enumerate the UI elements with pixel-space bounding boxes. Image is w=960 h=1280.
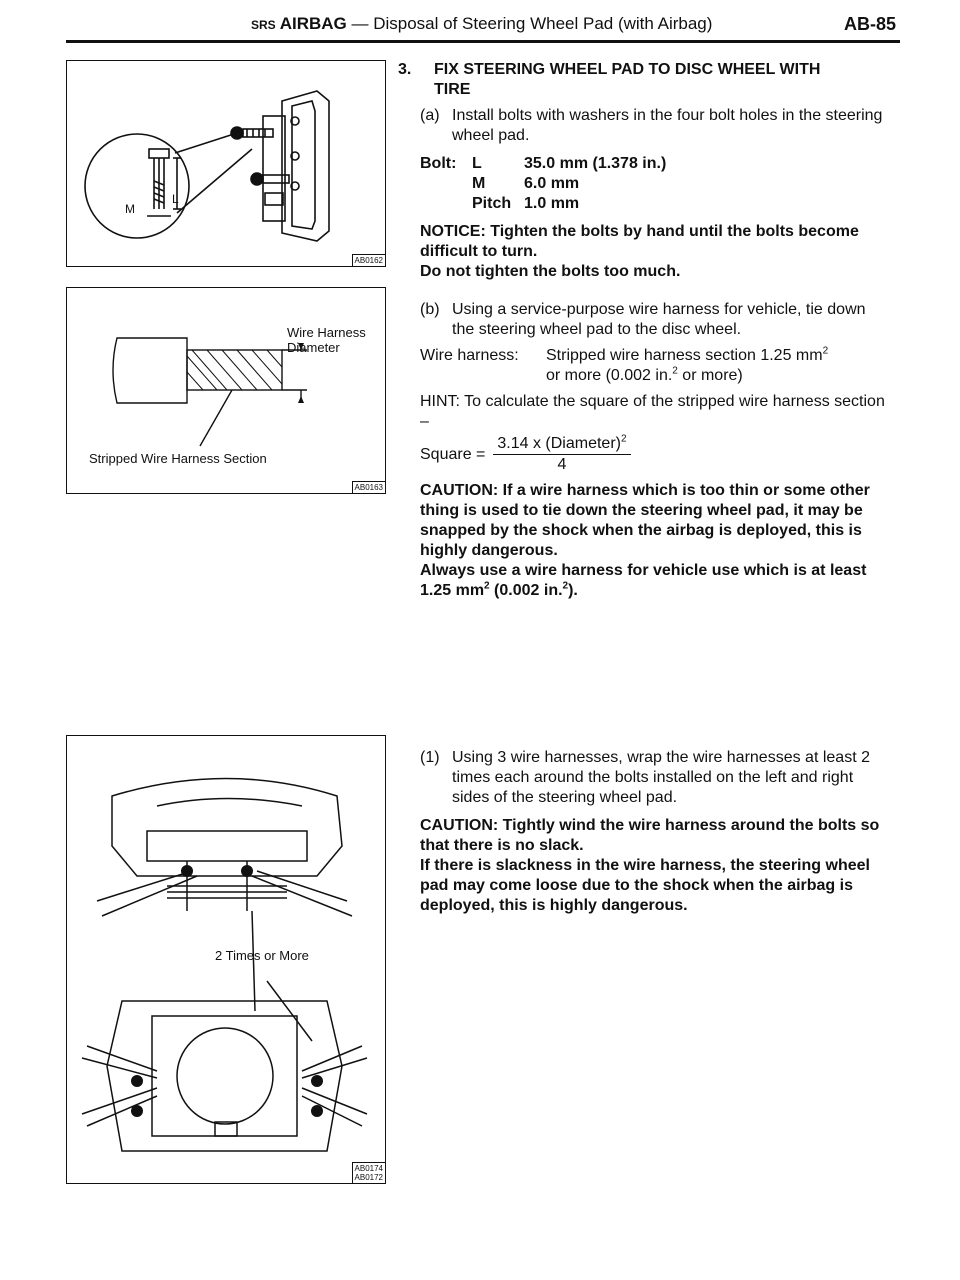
dimension-l-label: L [172, 192, 179, 206]
step-3-heading [398, 60, 892, 100]
figure-bolt-installation [66, 60, 386, 267]
notice-text-2: Do not tighten the bolts too much. [420, 263, 681, 280]
superscript: 2 [672, 365, 678, 377]
substep-b-marker: (b) [420, 301, 440, 318]
section-subtitle: — Disposal of Steering Wheel Pad (with Airbag) [351, 14, 713, 33]
formula-left: Square = [420, 445, 486, 463]
substep-a-text: Install bolts with washers in the four bolt holes in the steering wheel pad. [452, 107, 883, 144]
srs-tag: SRS [251, 18, 276, 32]
substep-1-marker: (1) [420, 749, 440, 766]
page-header [66, 14, 900, 43]
diameter-label: Diameter [287, 340, 340, 355]
formula-numerator: 3.14 x (Diameter) [497, 435, 621, 452]
caution-1-text-2c: ). [568, 582, 578, 599]
spec-key: L [472, 155, 482, 172]
spec-key: M [472, 175, 486, 192]
wire-label: Wire harness: [420, 347, 519, 364]
wire-harness-label: Wire Harness [287, 325, 366, 340]
hint-text: To calculate the square of the stripped wire harness section – [420, 393, 885, 430]
bolt-spec-row [472, 174, 666, 194]
figure-code [352, 1162, 385, 1183]
bolt-illustration [67, 61, 385, 266]
step-3-block [398, 60, 892, 282]
square-formula [420, 434, 892, 475]
caution-1-label: CAUTION: [420, 482, 499, 499]
wire-spec-line2b: or more) [677, 367, 743, 384]
figure-code-b: AB0172 [354, 1173, 383, 1182]
substep-a-marker: (a) [420, 107, 440, 124]
figure-wheel-tie-down [66, 735, 386, 1184]
substep-b-text: Using a service-purpose wire harness for vehicle, tie down the steering wheel pad to the disc wheel. [452, 301, 866, 338]
airbag-label: AIRBAG [279, 14, 347, 33]
notice-label: NOTICE: [420, 223, 486, 240]
bolt-spec [420, 154, 892, 214]
caution-2-label: CAUTION: [420, 817, 499, 834]
caution-1 [420, 481, 892, 601]
wrap-count-label: 2 Times or More [215, 948, 309, 963]
dimension-m-label: M [125, 202, 135, 216]
figure-code-a: AB0174 [354, 1164, 383, 1173]
substep-1-block [402, 748, 892, 916]
bolt-spec-row [472, 194, 666, 214]
hint-label: HINT: [420, 393, 460, 410]
notice-text: Tighten the bolts by hand until the bolts become difficult to turn. [420, 223, 859, 260]
wire-harness-spec [420, 346, 892, 386]
notice [420, 222, 892, 282]
wire-spec-line1: Stripped wire harness section 1.25 mm [546, 347, 823, 364]
caution-1-text: If a wire harness which is too thin or some other thing is used to tie down the steering wheel pad, it may be snapped by the shock when the airbag is deployed, this is highly dangerous. [420, 482, 870, 559]
section-title [251, 14, 712, 34]
figure-code: AB0162 [352, 254, 385, 266]
bolt-spec-row [472, 154, 666, 174]
formula-denominator: 4 [557, 456, 567, 473]
bolt-label: Bolt: [420, 155, 457, 172]
caution-2-text: Tightly wind the wire harness around the bolts so that there is no slack. [420, 817, 880, 854]
figure-code: AB0163 [352, 481, 385, 493]
caution-2-text-2: If there is slackness in the wire harness, the steering wheel pad may come loose due to the shock when the airbag is deployed, this is highly dangerous. [420, 857, 870, 914]
substep-a [420, 106, 892, 146]
superscript: 2 [620, 433, 627, 445]
caution-1-text-2b: (0.002 in. [489, 582, 563, 599]
substep-b-block [402, 300, 892, 601]
substep-1 [420, 748, 892, 808]
superscript: 2 [822, 345, 829, 357]
spec-value: 35.0 mm (1.378 in.) [524, 155, 667, 172]
step-title-line2: TIRE [434, 81, 471, 98]
hint [420, 392, 892, 432]
figure-wire-harness-section [66, 287, 386, 494]
stripped-section-label: Stripped Wire Harness Section [89, 451, 267, 466]
step-number: 3. [398, 61, 412, 78]
spec-value: 1.0 mm [524, 195, 580, 212]
substep-1-text: Using 3 wire harnesses, wrap the wire harnesses at least 2 times each around the bolts installed on the left and right sides of the steering wheel pad. [452, 749, 870, 806]
wire-spec-line2: or more (0.002 in. [546, 367, 673, 384]
substep-b [420, 300, 892, 340]
spec-key: Pitch [472, 195, 512, 212]
step-title-line1: FIX STEERING WHEEL PAD TO DISC WHEEL WITH [434, 61, 821, 78]
caution-2 [420, 816, 892, 916]
page-number: AB-85 [843, 14, 896, 34]
caution-1-text-2a: Always use a wire harness for vehicle use which is at least 1.25 mm [420, 562, 867, 599]
superscript: 2 [484, 580, 490, 592]
superscript: 2 [562, 580, 569, 592]
spec-value: 6.0 mm [524, 175, 580, 192]
